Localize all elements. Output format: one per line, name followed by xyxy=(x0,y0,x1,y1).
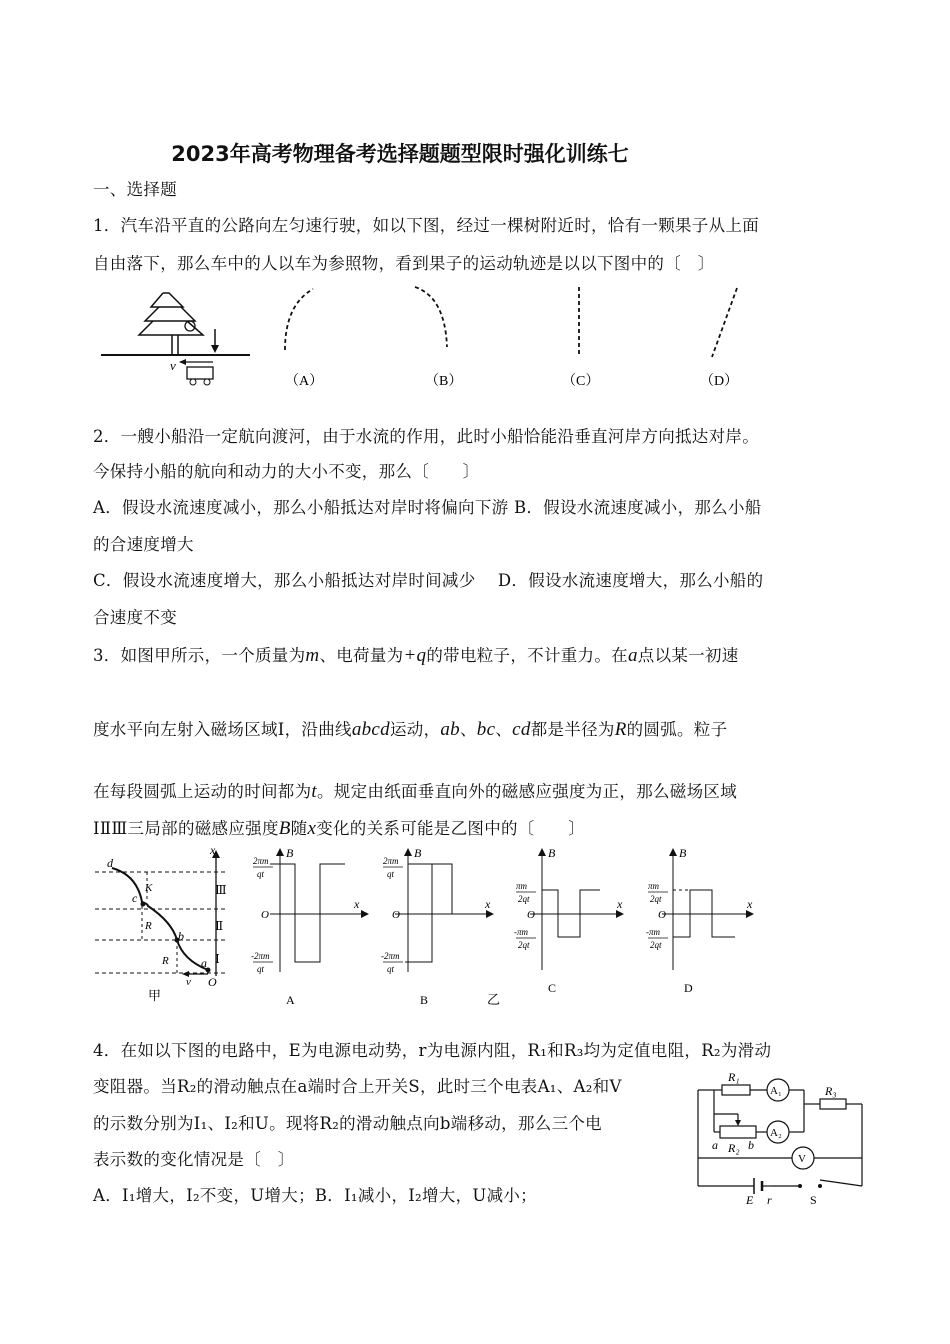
graph-c-origin: O xyxy=(527,909,535,921)
graph-b-x-axis: x xyxy=(485,897,491,911)
q3-figure xyxy=(90,842,770,1007)
q3-text: 的圆弧。粒子 xyxy=(626,720,728,739)
circuit-a1: A₁ xyxy=(770,1085,782,1097)
graph-b-label: B xyxy=(420,993,429,1007)
q1-text-line2: 自由落下，那么车中的人以车为参照物，看到果子的运动轨迹是以以下图中的〔 〕 xyxy=(93,254,715,273)
page-title: 2023年高考物理备考选择题题型限时强化训练七 xyxy=(171,142,629,166)
graph-d-x-axis: x xyxy=(747,897,753,911)
q3-text: 。规定由纸面垂直向外的磁感应强度为正，那么磁场区域 xyxy=(317,782,737,801)
q3-text: 都是半径为 xyxy=(530,720,615,739)
curve-symbol: abcd xyxy=(351,719,390,740)
graph-d-origin: O xyxy=(658,909,666,921)
origin-o: O xyxy=(208,975,217,989)
q3-text: 度水平向左射入磁场区域Ⅰ，沿曲线 xyxy=(93,720,352,739)
caption-jia: 甲 xyxy=(148,988,162,1003)
field-symbol: B xyxy=(278,818,291,839)
axis-x-label: x xyxy=(210,843,216,857)
label-r2: R xyxy=(162,955,169,967)
graph-b-neg-num: -2πm xyxy=(381,951,400,961)
q2-option-c: C．假设水流速度增大，那么小船抵达对岸时间减少 D．假设水流速度增大，那么小船的 xyxy=(93,571,764,590)
graph-c-pos-num: πm xyxy=(516,881,528,891)
q1-figure xyxy=(95,285,755,395)
mass-symbol: m xyxy=(305,645,320,666)
q4-circuit xyxy=(692,1062,877,1212)
circuit-r2: R₂ xyxy=(728,1141,740,1155)
q3-text: 在每段圆弧上运动的时间都为 xyxy=(93,782,312,801)
graph-b-pos-num: 2πm xyxy=(383,856,399,866)
q3-text: 的带电粒子，不计重力。在 xyxy=(426,646,628,665)
graph-c xyxy=(530,852,620,970)
graph-a-b-axis: B xyxy=(286,846,294,860)
graph-d xyxy=(662,852,750,970)
graph-c-label: C xyxy=(548,981,557,995)
q3-text: ⅠⅡⅢ三局部的磁感应强度 xyxy=(93,819,279,838)
time-symbol: t xyxy=(311,781,317,802)
graph-d-neg-den: 2qt xyxy=(650,940,662,950)
label-k: K xyxy=(145,882,153,894)
radius-symbol: R xyxy=(614,719,627,740)
circuit-e: E xyxy=(746,1193,754,1207)
trajectory-d xyxy=(712,288,737,357)
graph-c-b-axis: B xyxy=(548,846,556,860)
graph-a-pos-num: 2πm xyxy=(253,856,269,866)
graph-a-label: A xyxy=(286,993,295,1007)
graph-b-origin: O xyxy=(392,909,400,921)
section-heading: 一、选择题 xyxy=(93,180,177,199)
graph-d-label: D xyxy=(684,981,693,995)
option-label-c: （C） xyxy=(562,374,600,389)
graph-a-x-axis: x xyxy=(354,897,360,911)
caption-yi: 乙 xyxy=(487,992,501,1007)
graph-d-neg-num: -πm xyxy=(646,927,661,937)
circuit-a: a xyxy=(712,1138,718,1152)
graph-d-b-axis: B xyxy=(679,846,687,860)
q3-text: 运动， xyxy=(389,720,441,739)
trajectory-b xyxy=(415,287,447,347)
q2-option-c-cont: 合速度不变 xyxy=(93,608,177,627)
q2-text-line2: 今保持小船的航向和动力的大小不变，那么〔 〕 xyxy=(93,462,480,481)
graph-a-neg-den: qt xyxy=(257,964,265,974)
q2-option-a-cont: 的合速度增大 xyxy=(93,535,194,554)
q3-text-line4 xyxy=(93,815,585,840)
graph-a-pos-den: qt xyxy=(257,869,265,879)
q3-text: 变化的关系可能是乙图中的〔 〕 xyxy=(316,819,586,838)
q3-text: 、电荷量为 xyxy=(319,646,404,665)
point-b: b xyxy=(178,929,184,943)
graph-d-pos-den: 2qt xyxy=(650,894,662,904)
q3-text-line1 xyxy=(93,642,739,667)
graph-c-neg-den: 2qt xyxy=(518,940,530,950)
arc-cd-symbol: cd xyxy=(512,719,531,740)
label-r1: R xyxy=(145,920,152,932)
circuit-r1: R₁ xyxy=(728,1070,740,1084)
region-ii: Ⅱ xyxy=(215,919,224,933)
option-label-d: （D） xyxy=(700,374,739,389)
graph-d-pos-num: πm xyxy=(648,881,660,891)
x-symbol: x xyxy=(307,818,317,839)
q3-text-line2 xyxy=(93,716,727,741)
q4-text-line3: 的示数分别为I₁、I₂和U。现将R₂的滑动触点向b端移动，那么三个电 xyxy=(93,1114,602,1133)
point-a-symbol: a xyxy=(627,645,638,666)
q3-text: 、 xyxy=(495,720,513,739)
q2-option-a: A．假设水流速度减小，那么小船抵达对岸时将偏向下游 B．假设水流速度减小，那么小船 xyxy=(93,498,762,517)
graph-c-x-axis: x xyxy=(617,897,623,911)
trajectory-a xyxy=(285,289,313,350)
charge-symbol: +q xyxy=(403,645,427,666)
q4-text-line2: 变阻器。当R₂的滑动触点在a端时合上开关S，此时三个电表A₁、A₂和V xyxy=(93,1077,622,1096)
arc-ab-symbol: ab xyxy=(440,719,460,740)
graph-b-neg-den: qt xyxy=(387,964,395,974)
graph-c-pos-den: 2qt xyxy=(518,894,530,904)
q3-text: 点以某一初速 xyxy=(637,646,739,665)
graph-a xyxy=(270,852,365,972)
q2-text-line1: 2．一艘小船沿一定航向渡河，由于水流的作用，此时小船恰能沿垂直河岸方向抵达对岸。 xyxy=(93,427,759,446)
circuit-b: b xyxy=(748,1138,754,1152)
graph-b xyxy=(395,852,490,972)
circuit-v: V xyxy=(798,1153,806,1165)
region-iii: Ⅲ xyxy=(215,883,227,897)
graph-b-b-axis: B xyxy=(414,846,422,860)
circuit-a2: A₂ xyxy=(770,1127,782,1139)
graph-c-neg-num: -πm xyxy=(514,927,529,937)
q3-text-line3 xyxy=(93,778,737,803)
region-i: Ⅰ xyxy=(215,952,220,966)
q3-text: 随 xyxy=(290,819,308,838)
label-v: v xyxy=(186,976,191,988)
graph-b-pos-den: qt xyxy=(387,869,395,879)
circuit-r3: R₃ xyxy=(825,1084,837,1098)
q3-text: 3．如图甲所示，一个质量为 xyxy=(93,646,306,665)
cart xyxy=(187,367,213,379)
circuit-s: S xyxy=(810,1193,817,1207)
option-label-b: （B） xyxy=(425,374,463,389)
q4-text-line1: 4．在如以下图的电路中，E为电源电动势，r为电源内阻，R₁和R₃均为定值电阻，R₂为滑动 xyxy=(93,1041,772,1060)
tree-icon xyxy=(139,293,203,355)
circuit-r: r xyxy=(767,1193,772,1207)
point-d: d xyxy=(107,856,113,870)
velocity-label: v xyxy=(170,358,176,373)
graph-a-neg-num: -2πm xyxy=(251,951,270,961)
q3-text: 、 xyxy=(459,720,477,739)
point-c: c xyxy=(132,891,138,905)
q4-option-a: A．I₁增大，I₂不变，U增大；B．I₁减小，I₂增大，U减小； xyxy=(93,1186,537,1205)
graph-a-origin: O xyxy=(261,909,269,921)
arc-bc-symbol: bc xyxy=(476,719,496,740)
q1-text-line1: 1．汽车沿平直的公路向左匀速行驶，如以下图，经过一棵树附近时，恰有一颗果子从上面 xyxy=(93,216,759,235)
point-a: a xyxy=(201,956,207,970)
q4-text-line4: 表示数的变化情况是〔 〕 xyxy=(93,1150,295,1169)
option-label-a: （A） xyxy=(285,374,324,389)
